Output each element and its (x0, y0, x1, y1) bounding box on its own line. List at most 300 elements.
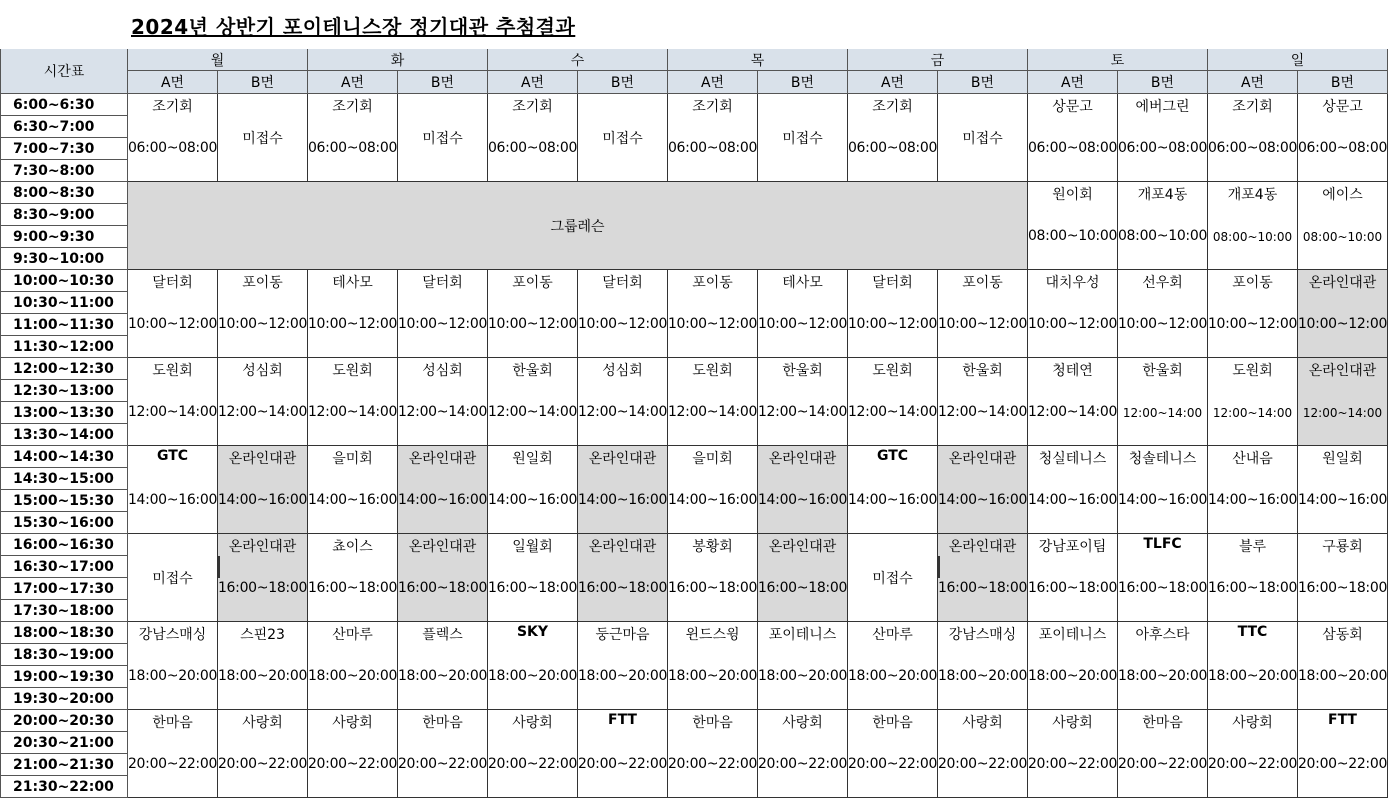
club-name: 온라인대관 (1308, 363, 1377, 379)
time-slot: 10:30~11:00 (0, 292, 128, 314)
reservation-cell (1028, 182, 1118, 270)
time-range: 12:00~14:00 (1302, 406, 1383, 420)
time-range: 12:00~14:00 (578, 404, 668, 420)
time-range: 16:00~18:00 (578, 580, 668, 596)
reservation-cell (308, 358, 398, 446)
reservation-cell (668, 534, 758, 622)
time-range: 20:00~22:00 (668, 756, 758, 772)
reservation-cell (308, 270, 398, 358)
time-slot: 6:30~7:00 (0, 116, 128, 138)
club-name: FTT (1328, 712, 1357, 728)
court-header: B면 (758, 71, 848, 94)
time-range: 10:00~12:00 (938, 316, 1028, 332)
time-slot: 18:00~18:30 (0, 622, 128, 644)
reservation-cell (128, 270, 218, 358)
reservation-cell (668, 358, 758, 446)
time-slot: 21:00~21:30 (0, 754, 128, 776)
club-name: 포이동 (692, 275, 733, 291)
reservation-cell (938, 358, 1028, 446)
time-range: 12:00~14:00 (1212, 406, 1293, 420)
club-name: 달터회 (872, 275, 913, 291)
club-name: 한울회 (512, 363, 553, 379)
time-range: 14:00~16:00 (848, 492, 938, 508)
reservation-cell (128, 94, 218, 182)
reservation-cell (938, 622, 1028, 710)
time-slot: 11:00~11:30 (0, 314, 128, 336)
time-range: 10:00~12:00 (758, 316, 848, 332)
time-range: 10:00~12:00 (1298, 316, 1388, 332)
reservation-cell (1118, 270, 1208, 358)
club-name: GTC (156, 448, 189, 464)
time-range: 20:00~22:00 (398, 756, 488, 772)
court-header: B면 (1298, 71, 1388, 94)
time-range: 10:00~12:00 (1118, 316, 1208, 332)
club-name: 플렉스 (422, 627, 463, 643)
club-name: 조기회 (872, 99, 913, 115)
reservation-cell (128, 710, 218, 798)
club-name: 사랑회 (1232, 715, 1273, 731)
time-slot: 7:00~7:30 (0, 138, 128, 160)
time-header: 시간표 (0, 49, 128, 94)
time-range: 12:00~14:00 (1122, 406, 1203, 420)
time-range: 16:00~18:00 (938, 580, 1028, 596)
reservation-cell (308, 446, 398, 534)
club-name: 대치우성 (1045, 275, 1100, 291)
reservation-cell (668, 446, 758, 534)
reservation-cell (398, 358, 488, 446)
reservation-cell (308, 534, 398, 622)
group-lesson-block: 그룹레슨 (128, 182, 1028, 270)
club-name: 한마음 (692, 715, 733, 731)
reservation-cell (218, 622, 308, 710)
reservation-cell (848, 710, 938, 798)
club-name: 조기회 (152, 99, 193, 115)
court-header: B면 (578, 71, 668, 94)
club-name: 포이동 (242, 275, 283, 291)
club-name: 도원회 (152, 363, 193, 379)
time-slot: 8:00~8:30 (0, 182, 128, 204)
reservation-cell (938, 446, 1028, 534)
time-range: 18:00~20:00 (1028, 668, 1118, 684)
day-header: 토 (1028, 49, 1208, 71)
club-name: 도원회 (692, 363, 733, 379)
time-range: 12:00~14:00 (218, 404, 308, 420)
time-range: 14:00~16:00 (938, 492, 1028, 508)
reservation-cell (578, 358, 668, 446)
time-slot: 13:00~13:30 (0, 402, 128, 424)
time-slot: 12:30~13:00 (0, 380, 128, 402)
reservation-cell (758, 622, 848, 710)
reservation-cell (938, 94, 1028, 182)
court-header: A면 (1028, 71, 1118, 94)
time-range: 20:00~22:00 (1118, 756, 1208, 772)
club-name: 한울회 (1142, 363, 1183, 379)
reservation-cell (758, 446, 848, 534)
club-name: 조기회 (512, 99, 553, 115)
time-range: 12:00~14:00 (938, 404, 1028, 420)
club-name: 블루 (1238, 539, 1267, 555)
club-name: 포이동 (962, 275, 1003, 291)
reservation-cell (938, 710, 1028, 798)
reservation-cell (758, 358, 848, 446)
schedule-table (0, 49, 1388, 799)
time-range: 14:00~16:00 (578, 492, 668, 508)
club-name: 을미회 (332, 451, 373, 467)
time-range: 18:00~20:00 (1208, 668, 1298, 684)
club-name: 한마음 (872, 715, 913, 731)
time-slot: 14:30~15:00 (0, 468, 128, 490)
time-range: 20:00~22:00 (938, 756, 1028, 772)
time-slot: 19:30~20:00 (0, 688, 128, 710)
time-range: 14:00~16:00 (758, 492, 848, 508)
reservation-cell (848, 446, 938, 534)
reservation-cell (1118, 182, 1208, 270)
unassigned-label: 미접수 (872, 570, 913, 587)
club-name: 성심회 (602, 363, 643, 379)
time-range: 10:00~12:00 (848, 316, 938, 332)
reservation-cell (1028, 710, 1118, 798)
time-range: 10:00~12:00 (128, 316, 218, 332)
club-name: 온라인대관 (228, 451, 297, 467)
time-range: 12:00~14:00 (128, 404, 218, 420)
time-range: 14:00~16:00 (308, 492, 398, 508)
time-range: 06:00~08:00 (1298, 140, 1388, 156)
time-range: 18:00~20:00 (398, 668, 488, 684)
time-range: 06:00~08:00 (1028, 140, 1118, 156)
club-name: 한마음 (422, 715, 463, 731)
club-name: GTC (876, 448, 909, 464)
court-header: B면 (218, 71, 308, 94)
unassigned-label: 미접수 (152, 570, 193, 587)
reservation-cell (1028, 446, 1118, 534)
club-name: 윈드스윙 (685, 627, 740, 643)
reservation-cell (1208, 622, 1298, 710)
club-name: 온라인대관 (768, 451, 837, 467)
club-name: 상문고 (1322, 99, 1363, 115)
reservation-cell (1208, 446, 1298, 534)
reservation-cell (1118, 358, 1208, 446)
day-header: 금 (848, 49, 1028, 71)
reservation-cell (488, 358, 578, 446)
reservation-cell (848, 270, 938, 358)
time-slot: 7:30~8:00 (0, 160, 128, 182)
time-slot: 17:00~17:30 (0, 578, 128, 600)
time-range: 18:00~20:00 (668, 668, 758, 684)
club-name: 청솔테니스 (1128, 451, 1197, 467)
time-range: 16:00~18:00 (668, 580, 758, 596)
club-name: 포이동 (512, 275, 553, 291)
reservation-cell (848, 622, 938, 710)
club-name: 온라인대관 (948, 451, 1017, 467)
club-name: 온라인대관 (948, 539, 1017, 555)
time-slot: 12:00~12:30 (0, 358, 128, 380)
club-name: 조기회 (332, 99, 373, 115)
reservation-cell (758, 270, 848, 358)
time-range: 10:00~12:00 (218, 316, 308, 332)
time-slot: 9:30~10:00 (0, 248, 128, 270)
club-name: 아후스타 (1135, 627, 1190, 643)
reservation-cell (848, 534, 938, 622)
day-header: 월 (128, 49, 308, 71)
club-name: 테사모 (332, 275, 373, 291)
reservation-cell (218, 446, 308, 534)
reservation-cell (218, 534, 308, 622)
club-name: 온라인대관 (228, 539, 297, 555)
reservation-cell (128, 622, 218, 710)
club-name: 도원회 (332, 363, 373, 379)
time-range: 18:00~20:00 (1298, 668, 1388, 684)
time-range: 20:00~22:00 (128, 756, 218, 772)
club-name: SKY (516, 624, 549, 640)
reservation-cell (128, 534, 218, 622)
reservation-cell (668, 94, 758, 182)
court-header: B면 (398, 71, 488, 94)
time-range: 06:00~08:00 (128, 140, 218, 156)
club-name: 사랑회 (782, 715, 823, 731)
unassigned-label: 미접수 (962, 130, 1003, 147)
time-slot: 20:30~21:00 (0, 732, 128, 754)
reservation-cell (1208, 182, 1298, 270)
reservation-cell (1118, 94, 1208, 182)
time-slot: 16:00~16:30 (0, 534, 128, 556)
reservation-cell (1208, 270, 1298, 358)
time-range: 14:00~16:00 (1028, 492, 1118, 508)
reservation-cell (848, 358, 938, 446)
club-name: 산내음 (1232, 451, 1273, 467)
time-range: 10:00~12:00 (1208, 316, 1298, 332)
club-name: FTT (608, 712, 637, 728)
reservation-cell (398, 710, 488, 798)
reservation-cell (1028, 622, 1118, 710)
reservation-cell (1298, 622, 1388, 710)
club-name: 성심회 (242, 363, 283, 379)
reservation-cell (1028, 358, 1118, 446)
reservation-cell (668, 622, 758, 710)
reservation-cell (398, 94, 488, 182)
reservation-cell (578, 94, 668, 182)
club-name: 온라인대관 (408, 451, 477, 467)
club-name: 온라인대관 (1308, 275, 1377, 291)
club-name: 온라인대관 (408, 539, 477, 555)
club-name: 조기회 (692, 99, 733, 115)
time-range: 06:00~08:00 (1118, 140, 1208, 156)
time-range: 12:00~14:00 (758, 404, 848, 420)
reservation-cell (848, 94, 938, 182)
time-slot: 15:00~15:30 (0, 490, 128, 512)
court-header: A면 (308, 71, 398, 94)
time-range: 20:00~22:00 (1028, 756, 1118, 772)
time-range: 16:00~18:00 (1118, 580, 1208, 596)
reservation-cell (578, 534, 668, 622)
unassigned-label: 미접수 (602, 130, 643, 147)
reservation-cell (1208, 94, 1298, 182)
time-range: 14:00~16:00 (398, 492, 488, 508)
time-range: 16:00~18:00 (758, 580, 848, 596)
reservation-cell (1298, 182, 1388, 270)
club-name: 한울회 (962, 363, 1003, 379)
reservation-cell (398, 534, 488, 622)
time-slot: 15:30~16:00 (0, 512, 128, 534)
time-range: 10:00~12:00 (488, 316, 578, 332)
reservation-cell (1208, 358, 1298, 446)
time-range: 10:00~12:00 (1028, 316, 1118, 332)
reservation-cell (758, 534, 848, 622)
time-range: 16:00~18:00 (1208, 580, 1298, 596)
cell-divider-mark (938, 556, 940, 578)
club-name: 조기회 (1232, 99, 1273, 115)
club-name: 포이동 (1232, 275, 1273, 291)
club-name: 한울회 (782, 363, 823, 379)
time-range: 10:00~12:00 (308, 316, 398, 332)
time-range: 20:00~22:00 (1208, 756, 1298, 772)
reservation-cell (488, 446, 578, 534)
reservation-cell (578, 622, 668, 710)
time-range: 18:00~20:00 (308, 668, 398, 684)
club-name: 개포4동 (1227, 187, 1278, 203)
reservation-cell (398, 270, 488, 358)
reservation-cell (1028, 534, 1118, 622)
reservation-cell (668, 710, 758, 798)
club-name: 쵸이스 (332, 539, 373, 555)
time-slot: 21:30~22:00 (0, 776, 128, 798)
club-name: 한마음 (1142, 715, 1183, 731)
time-range: 16:00~18:00 (1298, 580, 1388, 596)
reservation-cell (1298, 710, 1388, 798)
time-slot: 8:30~9:00 (0, 204, 128, 226)
club-name: 삼동회 (1322, 627, 1363, 643)
time-range: 12:00~14:00 (848, 404, 938, 420)
reservation-cell (1298, 534, 1388, 622)
time-range: 08:00~10:00 (1212, 230, 1293, 244)
reservation-cell (488, 270, 578, 358)
time-range: 18:00~20:00 (218, 668, 308, 684)
reservation-cell (1028, 94, 1118, 182)
club-name: 원일회 (1322, 451, 1363, 467)
time-slot: 18:30~19:00 (0, 644, 128, 666)
club-name: 원일회 (512, 451, 553, 467)
reservation-cell (758, 710, 848, 798)
club-name: 강남포이팀 (1038, 539, 1107, 555)
time-range: 20:00~22:00 (578, 756, 668, 772)
court-header: B면 (938, 71, 1028, 94)
time-range: 20:00~22:00 (308, 756, 398, 772)
reservation-cell (308, 622, 398, 710)
club-name: 산마루 (872, 627, 913, 643)
unassigned-label: 미접수 (422, 130, 463, 147)
club-name: 온라인대관 (588, 451, 657, 467)
club-name: 성심회 (422, 363, 463, 379)
club-name: 테사모 (782, 275, 823, 291)
time-range: 10:00~12:00 (668, 316, 758, 332)
reservation-cell (308, 710, 398, 798)
time-slot: 19:00~19:30 (0, 666, 128, 688)
time-range: 14:00~16:00 (668, 492, 758, 508)
reservation-cell (938, 270, 1028, 358)
club-name: 한마음 (152, 715, 193, 731)
unassigned-label: 미접수 (782, 130, 823, 147)
page-title: 2024년 상반기 포이테니스장 정기대관 추첨결과 (131, 15, 576, 39)
reservation-cell (218, 270, 308, 358)
club-name: 강남스매싱 (948, 627, 1017, 643)
reservation-cell (578, 446, 668, 534)
club-name: 사랑회 (242, 715, 283, 731)
time-range: 20:00~22:00 (758, 756, 848, 772)
court-header: A면 (488, 71, 578, 94)
time-range: 18:00~20:00 (488, 668, 578, 684)
time-range: 20:00~22:00 (1298, 756, 1388, 772)
court-header: B면 (1118, 71, 1208, 94)
reservation-cell (218, 94, 308, 182)
club-name: 달터회 (602, 275, 643, 291)
club-name: TTC (1237, 624, 1268, 640)
reservation-cell (308, 94, 398, 182)
court-header: A면 (128, 71, 218, 94)
time-range: 16:00~18:00 (218, 580, 308, 596)
club-name: 에버그린 (1135, 99, 1190, 115)
club-name: 개포4동 (1137, 187, 1188, 203)
time-slot: 13:30~14:00 (0, 424, 128, 446)
time-range: 14:00~16:00 (128, 492, 218, 508)
reservation-cell (1118, 534, 1208, 622)
reservation-cell (488, 710, 578, 798)
reservation-cell (1118, 622, 1208, 710)
club-name: 도원회 (1232, 363, 1273, 379)
reservation-cell (398, 446, 488, 534)
club-name: TLFC (1143, 536, 1182, 552)
club-name: 구룡회 (1322, 539, 1363, 555)
club-name: 둥근마음 (595, 627, 650, 643)
club-name: 포이테니스 (1038, 627, 1107, 643)
time-range: 18:00~20:00 (848, 668, 938, 684)
club-name: 사랑회 (332, 715, 373, 731)
club-name: 달터회 (422, 275, 463, 291)
court-header: A면 (1208, 71, 1298, 94)
club-name: 달터회 (152, 275, 193, 291)
time-range: 16:00~18:00 (398, 580, 488, 596)
reservation-cell (128, 358, 218, 446)
time-range: 12:00~14:00 (398, 404, 488, 420)
time-range: 20:00~22:00 (218, 756, 308, 772)
club-name: 상문고 (1052, 99, 1093, 115)
time-slot: 17:30~18:00 (0, 600, 128, 622)
time-range: 18:00~20:00 (578, 668, 668, 684)
time-range: 16:00~18:00 (308, 580, 398, 596)
reservation-cell (668, 270, 758, 358)
time-slot: 16:30~17:00 (0, 556, 128, 578)
reservation-cell (218, 358, 308, 446)
club-name: 강남스매싱 (138, 627, 207, 643)
day-header: 목 (668, 49, 848, 71)
time-range: 16:00~18:00 (1028, 580, 1118, 596)
time-range: 08:00~10:00 (1028, 228, 1118, 244)
reservation-cell (578, 710, 668, 798)
reservation-cell (938, 534, 1028, 622)
reservation-cell (758, 94, 848, 182)
club-name: 온라인대관 (768, 539, 837, 555)
time-range: 12:00~14:00 (1028, 404, 1118, 420)
time-range: 14:00~16:00 (488, 492, 578, 508)
club-name: 도원회 (872, 363, 913, 379)
court-header: A면 (668, 71, 758, 94)
time-range: 12:00~14:00 (308, 404, 398, 420)
day-header: 화 (308, 49, 488, 71)
reservation-cell (1118, 446, 1208, 534)
club-name: 일월회 (512, 539, 553, 555)
time-range: 14:00~16:00 (1118, 492, 1208, 508)
club-name: 온라인대관 (588, 539, 657, 555)
club-name: 사랑회 (962, 715, 1003, 731)
day-header: 수 (488, 49, 668, 71)
